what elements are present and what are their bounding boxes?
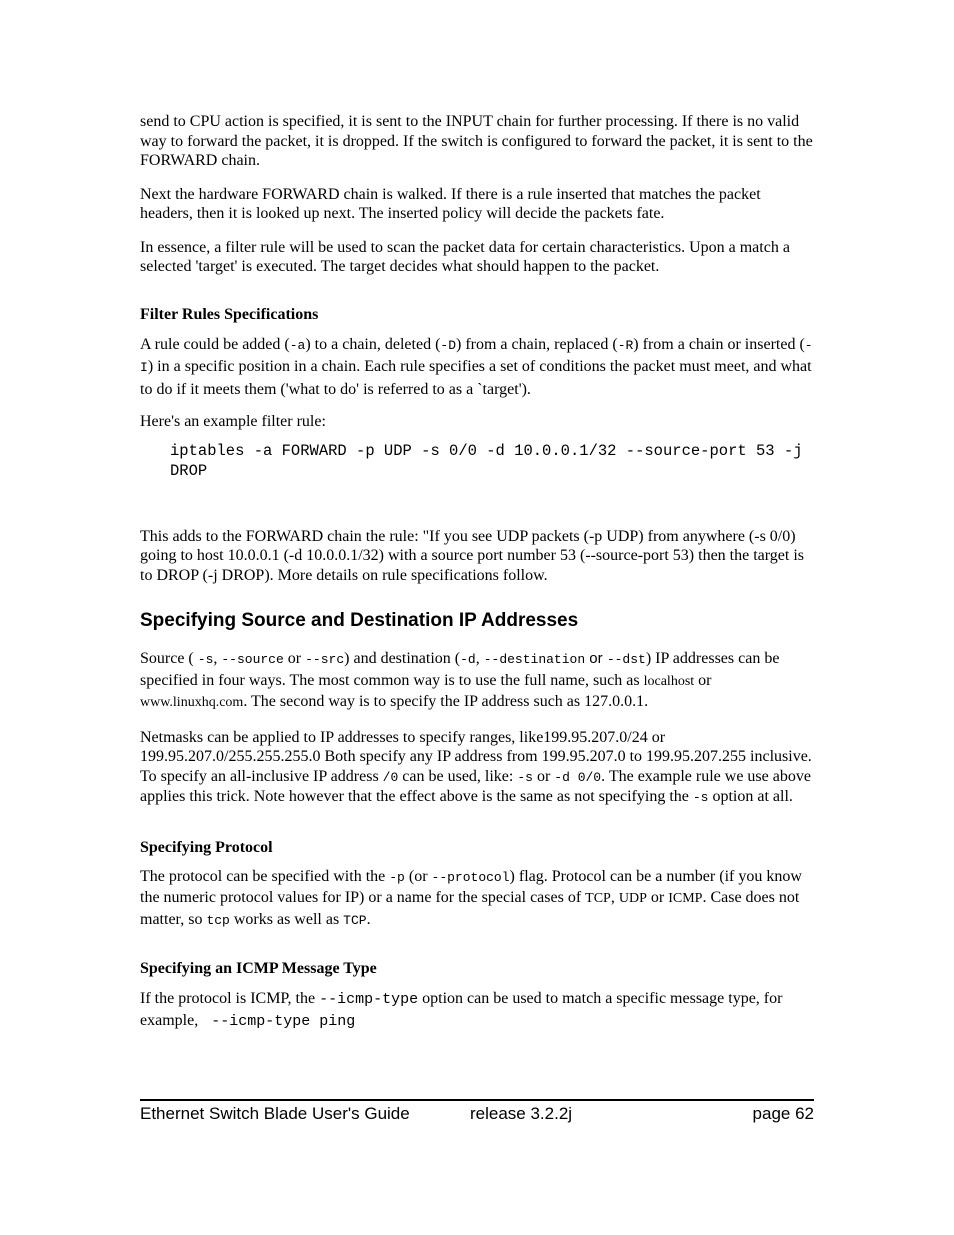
option-source: --source (221, 652, 284, 667)
option-src: --src (305, 652, 345, 667)
text-run: If the protocol is ICMP, the (140, 990, 320, 1007)
option-s: -s (517, 769, 533, 785)
example-localhost: localhost (643, 673, 695, 689)
ip-addresses-heading: Specifying Source and Destination IP Addresses (140, 610, 579, 631)
icmp-paragraph (140, 988, 814, 1032)
text-run: ) flag. Protocol can be a number (if you know the numeric protocol values for IP) or a name for the special cases of (140, 867, 802, 906)
footer-title: Ethernet Switch Blade User's Guide (140, 1104, 410, 1123)
ip-addresses-paragraph-2 (140, 728, 814, 808)
footer-release: release 3.2.2j (470, 1104, 573, 1123)
text-run: , (213, 650, 222, 667)
text-run: or (585, 650, 607, 667)
option-dst: --dst (606, 652, 646, 667)
option-s: -s (692, 790, 709, 805)
option-p: -p (389, 869, 405, 885)
option-slash0: /0 (382, 769, 399, 785)
option-d-00: -d 0/0 (554, 769, 602, 785)
protocol-udp: UDP (618, 891, 647, 906)
text-run: . The example rule we use above applies this trick. Note however that the effect above is the same as not specifying the (140, 767, 811, 805)
filter-rules-paragraph (140, 334, 814, 401)
example-intro: Here's an example filter rule: (140, 413, 326, 430)
text-run: ) from a chain or inserted ( (633, 335, 805, 353)
text-run: ) to a chain, deleted ( (305, 335, 441, 353)
text-run: Source ( (140, 650, 198, 667)
filter-rules-heading: Filter Rules Specifications (140, 305, 319, 323)
option-icmp-type: --icmp-type (319, 991, 419, 1008)
example-hostname: www.linuxhq.com (140, 695, 244, 710)
option-protocol: --protocol (431, 869, 510, 885)
protocol-tcp: TCP (585, 891, 611, 906)
page-content (140, 112, 814, 1032)
text-run: . Case does not matter, so (140, 889, 800, 928)
option-delete: -D (440, 337, 456, 353)
text-run: . (366, 910, 371, 928)
text-run: ) IP addresses can be specified in four ways. The most common way is to use the full name, such as (140, 650, 780, 689)
option-replace: -R (617, 337, 634, 353)
protocol-tcp-upper: TCP (343, 912, 367, 928)
text-run: or (283, 650, 306, 667)
text-run: A rule could be added ( (140, 335, 290, 353)
text-run: The protocol can be specified with the (140, 867, 390, 885)
example-explanation: This adds to the FORWARD chain the rule: "If you see UDP packets (-p UDP) from anywhere (-s 0/0) going to host 10.0.0.1 (-d 10.0.0.1/32) with a source port number 53 (--source-port 53) then the target is to DROP (-j DROP). More details on rule specifications follow. (140, 527, 805, 584)
protocol-heading: Specifying Protocol (140, 838, 273, 856)
text-run: . The second way is to specify the IP address such as 127.0.0.1. (243, 693, 649, 710)
intro-paragraph-2: Next the hardware FORWARD chain is walked. If there is a rule inserted that matches the packet headers, then it is looked up next. The inserted policy will decide the packets fate. (140, 185, 761, 222)
text-run: or (532, 767, 555, 785)
option-insert: -I (140, 337, 813, 375)
example-code: iptables -a FORWARD -p UDP -s 0/0 -d 10.0.0.1/32 --source-port 53 -j DROP (170, 441, 812, 480)
option-s: -s (197, 652, 214, 667)
protocol-icmp: ICMP (668, 891, 703, 906)
text-run: ) from a chain, replaced ( (456, 335, 618, 353)
text-run: option can be used to match a specific message type, for example, (140, 990, 783, 1029)
ip-addresses-paragraph-1 (140, 649, 814, 714)
option-add: -a (289, 337, 306, 353)
text-run: or (694, 671, 712, 689)
protocol-tcp-lower: tcp (206, 912, 230, 928)
footer-page-number: page 62 (752, 1104, 814, 1123)
text-run: or (646, 889, 669, 906)
option-d: -d (460, 652, 476, 667)
intro-paragraph-1: send to CPU action is specified, it is sent to the INPUT chain for further processing. If there is no valid way to forward the packet, it is dropped. If the switch is configured to forward the packet, it is sent to the FORWARD chain. (140, 113, 813, 169)
text-run: option at all. (708, 788, 793, 805)
intro-paragraph-3: In essence, a filter rule will be used to scan the packet data for certain characteristics. Upon a match a selected 'target' is executed. The target decides what should happen to the packet. (140, 238, 790, 275)
text-run: Netmasks can be applied to IP addresses to specify ranges, like199.95.207.0/24 or 199.95.207.0/255.255.255.0 Both specify any IP address from 199.95.207.0 to 199.95.207.255 inclusive. To specify an all-inclusive IP address (140, 728, 812, 785)
icmp-heading: Specifying an ICMP Message Type (140, 960, 377, 977)
text-run: ) in a specific position in a chain. Each rule specifies a set of conditions the packet must meet, and what to do if it meets them ('what to do' is referred to as a `target'). (140, 358, 812, 398)
page-footer (140, 1099, 814, 1128)
text-run: ) and destination ( (344, 650, 461, 667)
text-run: can be used, like: (398, 767, 518, 785)
text-run: , (475, 650, 484, 667)
option-destination: --destination (483, 652, 586, 667)
protocol-paragraph (140, 867, 814, 932)
example-icmp-type: --icmp-type ping (202, 1013, 356, 1030)
text-run: works as well as (229, 910, 344, 928)
text-run: (or (404, 867, 432, 885)
text-run: , (610, 889, 619, 906)
